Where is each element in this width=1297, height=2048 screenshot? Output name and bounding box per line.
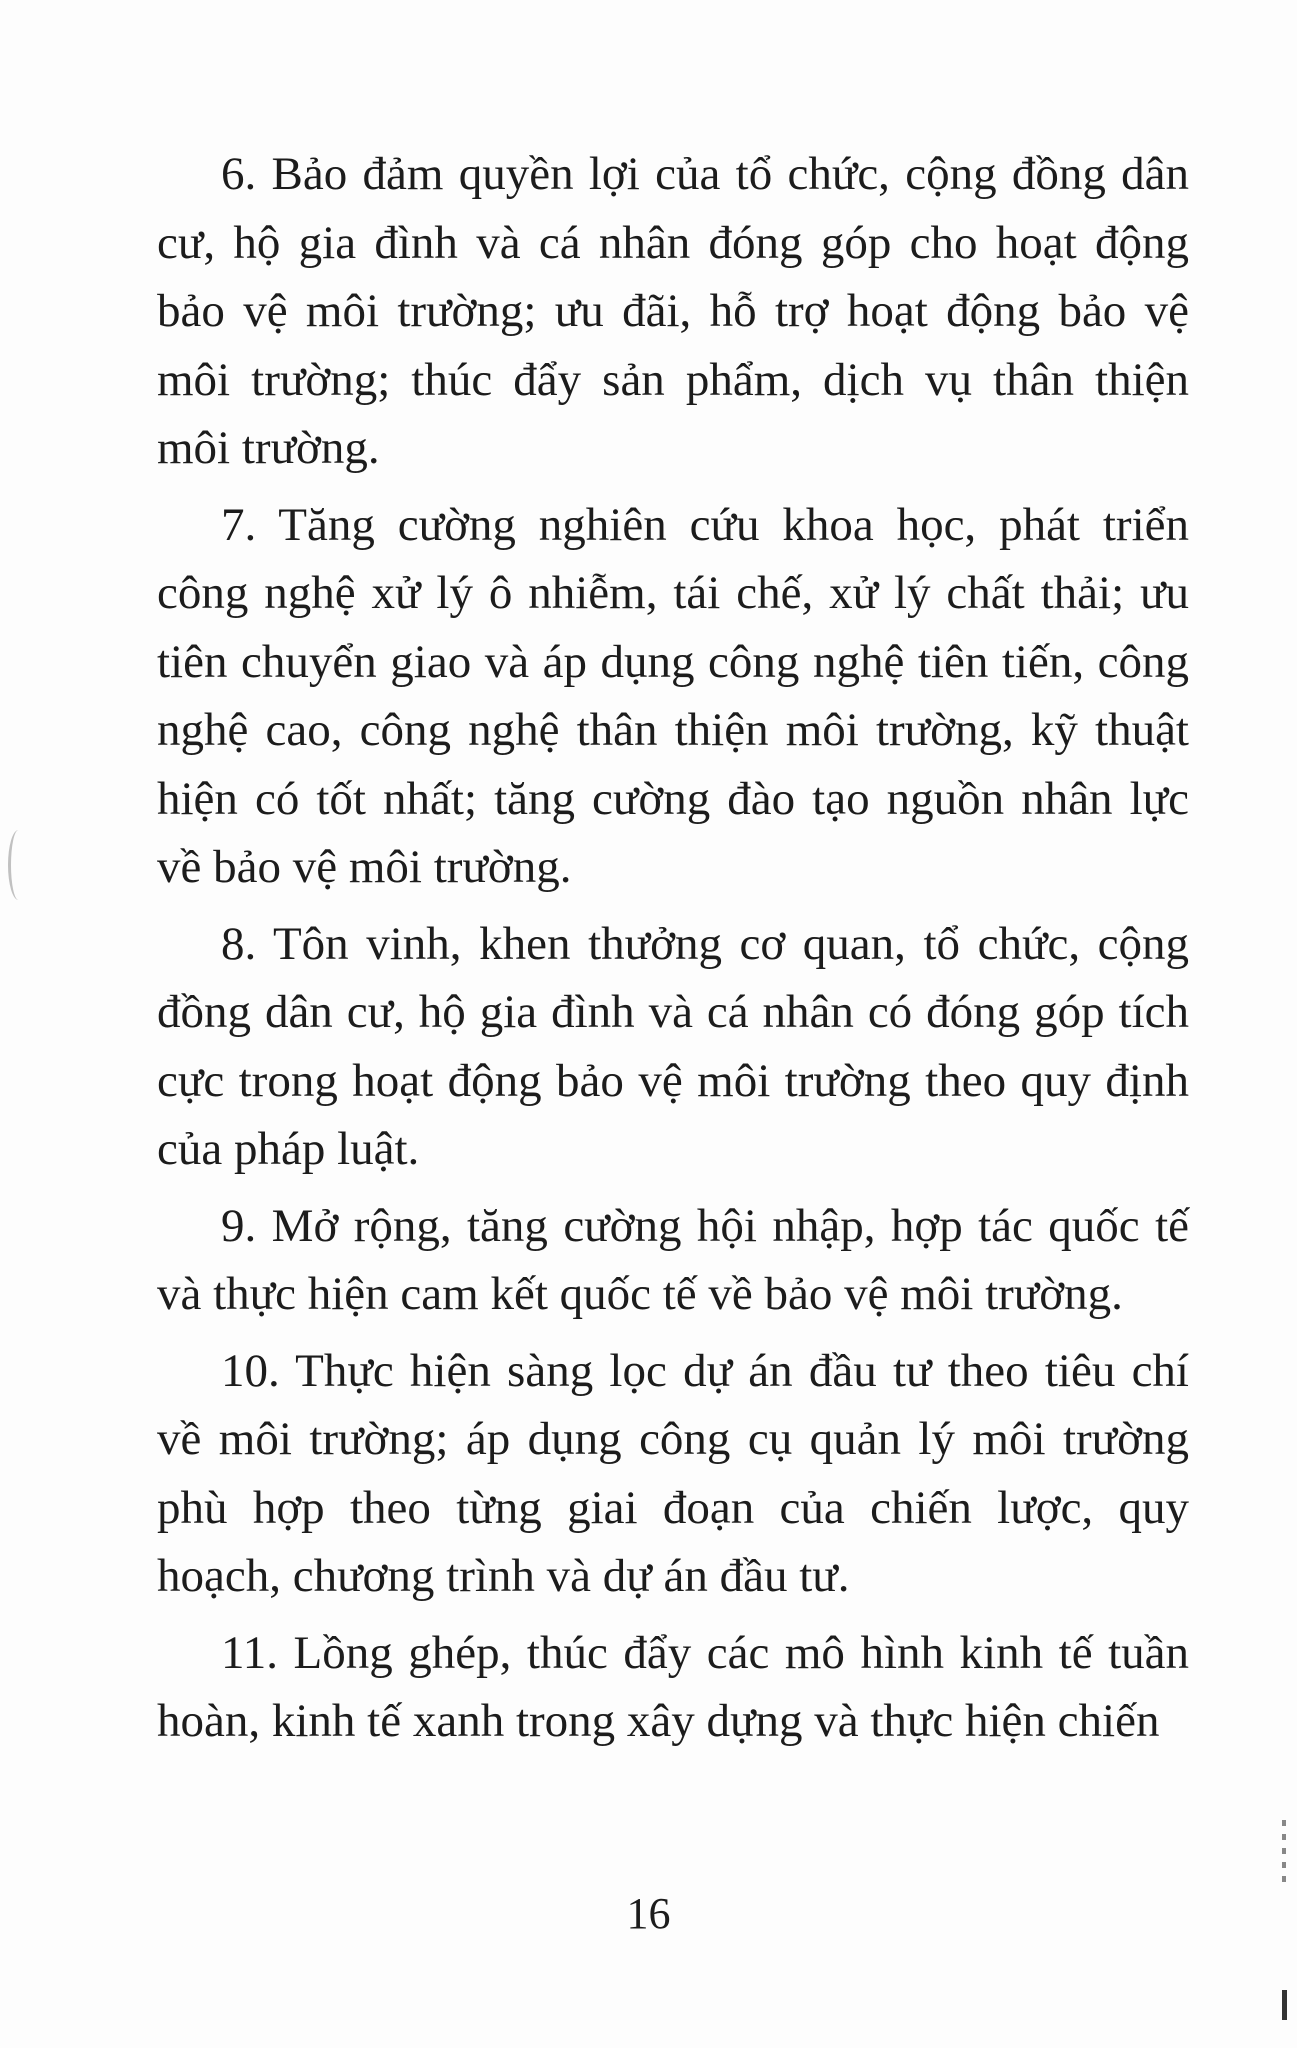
paragraph-10: 10. Thực hiện sàng lọc dự án đầu tư theo tiêu chí về môi trường; áp dụng công cụ quản lý môi trường phù hợp theo từng giai đoạn của chiến lược, quy hoạch, chương trình và dự án đầu tư. bbox=[157, 1344, 1189, 1602]
paragraph-7: 7. Tăng cường nghiên cứu khoa học, phát triển công nghệ xử lý ô nhiễm, tái chế, xử lý chất thải; ưu tiên chuyển giao và áp dụng công nghệ tiên tiến, công nghệ cao, công nghệ thân thiện môi trường, kỹ thuật hiện có tốt nhất; tăng cường đào tạo nguồn nhân lực về bảo vệ môi trường. bbox=[157, 498, 1189, 893]
page-edge-mark-right bbox=[1282, 1990, 1287, 2020]
paragraph-9: 9. Mở rộng, tăng cường hội nhập, hợp tác quốc tế và thực hiện cam kết quốc tế về bảo vệ môi trường. bbox=[157, 1199, 1189, 1320]
page-body bbox=[157, 140, 1189, 1764]
page-edge-mark-left bbox=[8, 830, 29, 900]
paragraph-11: 11. Lồng ghép, thúc đẩy các mô hình kinh tế tuần hoàn, kinh tế xanh trong xây dựng và thực hiện chiến bbox=[157, 1626, 1189, 1747]
page-number: 16 bbox=[626, 1889, 671, 1938]
page-edge-dots-right bbox=[1282, 1820, 1286, 1890]
paragraph-6: 6. Bảo đảm quyền lợi của tổ chức, cộng đồng dân cư, hộ gia đình và cá nhân đóng góp cho hoạt động bảo vệ môi trường; ưu đãi, hỗ trợ hoạt động bảo vệ môi trường; thúc đẩy sản phẩm, dịch vụ thân thiện môi trường. bbox=[157, 148, 1189, 474]
paragraph-8: 8. Tôn vinh, khen thưởng cơ quan, tổ chức, cộng đồng dân cư, hộ gia đình và cá nhân có đóng góp tích cực trong hoạt động bảo vệ môi trường theo quy định của pháp luật. bbox=[157, 917, 1189, 1175]
